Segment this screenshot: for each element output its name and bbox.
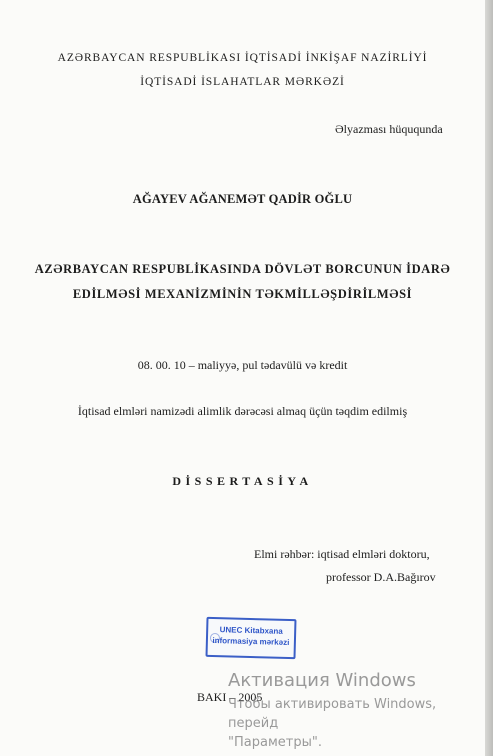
place-year: BAKI – 2005 [197,690,263,704]
supervisor-line1: Elmi rəhbər: iqtisad elmləri doktoru, [254,547,430,561]
dissertation-title-line2: EDİLMƏSİ MEXANİZMİNİN TƏKMİLLƏŞDİRİLMƏSİ [72,287,413,301]
windows-activation-line1: Чтобы активировать Windows, перейд [228,697,437,731]
page-edge-shadow [485,0,493,756]
center-name: İQTİSADİ İSLAHATLAR MƏRKƏZİ [140,76,345,88]
author-name: AĞAYEV AĞANEMƏT QADİR OĞLU [132,192,353,206]
specialty-code: 08. 00. 10 – maliyyə, pul tədavülü və kredit [137,358,348,372]
document-type: DİSSERTASİYA [172,474,313,488]
degree-statement: İqtisad elmləri namizədi alimlik dərəcəsi almaq üçün təqdim edilmiş [77,404,408,418]
stamp-line2: informasiya mərkəzi [212,635,290,648]
library-stamp [205,617,296,659]
stamp-line1: UNEC Kitabxana [219,625,283,636]
windows-activation-text [228,695,485,752]
windows-activation-line2: "Параметры". [228,735,322,750]
ministry-name: AZƏRBAYCAN RESPUBLİKASI İQTİSADİ İNKİŞAF NAZİRLİYİ [57,52,428,64]
windows-activation-title: Активация Windows [228,670,416,691]
supervisor-line2: professor D.A.Bağırov [326,570,436,584]
manuscript-rights: Əlyazması hüququnda [335,122,443,136]
dissertation-title-line1: AZƏRBAYCAN RESPUBLİKASINDA DÖVLƏT BORCUNUN İDARƏ [34,262,451,276]
